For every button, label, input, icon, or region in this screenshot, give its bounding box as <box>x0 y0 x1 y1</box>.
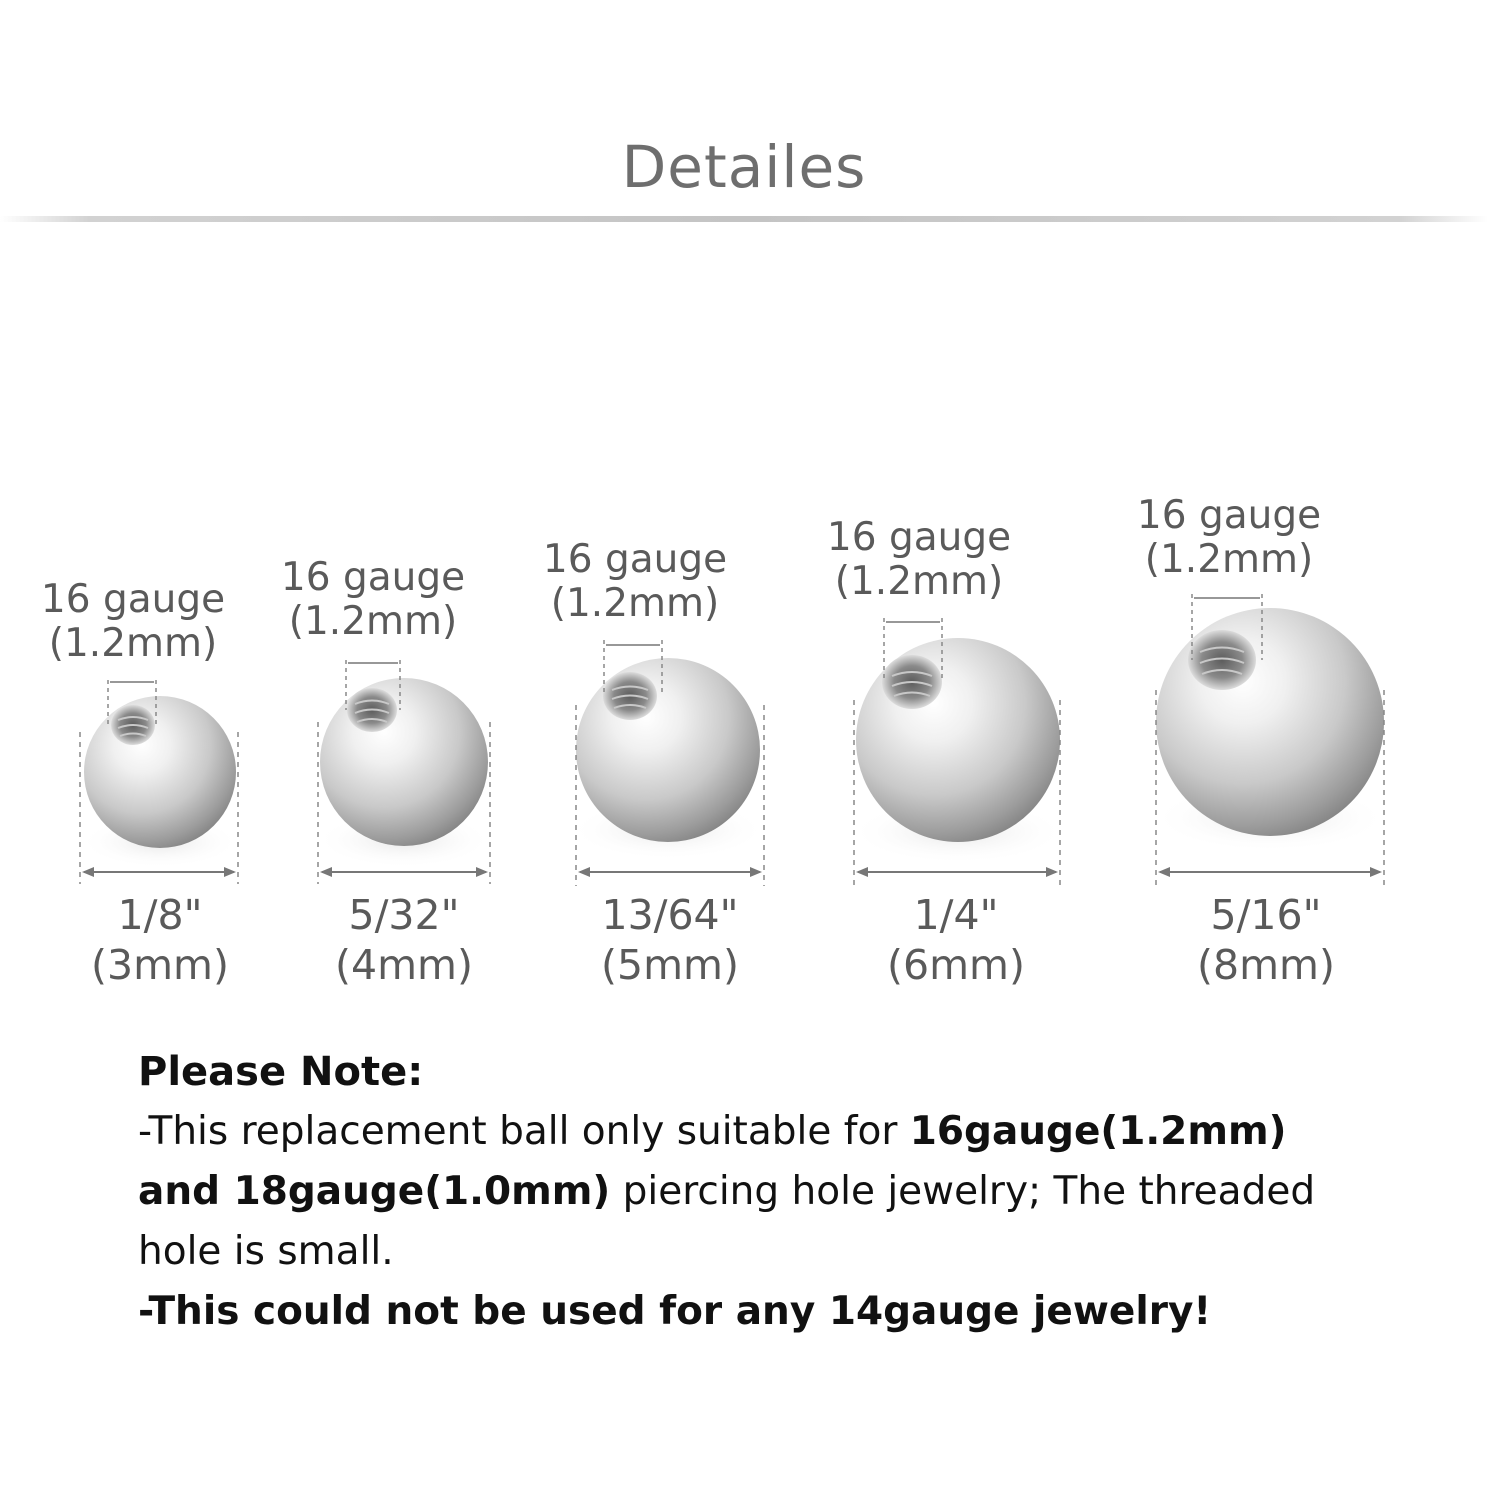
ball-4-illustration <box>850 618 1066 886</box>
note-line-1 <box>138 1102 1378 1162</box>
note-line-1-text: -This replacement ball only suitable for <box>138 1109 910 1154</box>
ball-3-illustration <box>570 640 766 886</box>
ball-1-size-label: 1/8" (3mm) <box>91 891 229 989</box>
ball-1-gauge-label: 16 gauge (1.2mm) <box>40 577 226 666</box>
ball-3-gauge-label: 16 gauge (1.2mm) <box>542 537 728 626</box>
ball-4-size-label: 1/4" (6mm) <box>887 891 1025 989</box>
note-section <box>138 1042 1378 1342</box>
note-line-3: hole is small. <box>138 1229 394 1274</box>
ball-3-size-label: 13/64" (5mm) <box>601 891 739 989</box>
ball-5-size-label: 5/16" (8mm) <box>1197 891 1335 989</box>
ball-5-illustration <box>1152 594 1388 886</box>
ball-2-gauge-label: 16 gauge (1.2mm) <box>280 555 466 644</box>
ball-5-gauge-label: 16 gauge (1.2mm) <box>1136 493 1322 582</box>
ball-1-illustration <box>80 680 240 884</box>
note-line-2-text: piercing hole jewelry; The threaded <box>610 1169 1316 1214</box>
note-line-2 <box>138 1162 1378 1222</box>
ball-2-size-label: 5/32" (4mm) <box>335 891 473 989</box>
note-line-2-bold: and 18gauge(1.0mm) <box>138 1169 611 1214</box>
ball-2-illustration <box>316 660 492 884</box>
page-title: Detailes <box>621 133 867 201</box>
note-line-4: -This could not be used for any 14gauge jewelry! <box>138 1289 1212 1334</box>
ball-4-gauge-label: 16 gauge (1.2mm) <box>826 515 1012 604</box>
note-heading: Please Note: <box>138 1049 424 1095</box>
note-line-1-bold: 16gauge(1.2mm) <box>909 1109 1287 1154</box>
